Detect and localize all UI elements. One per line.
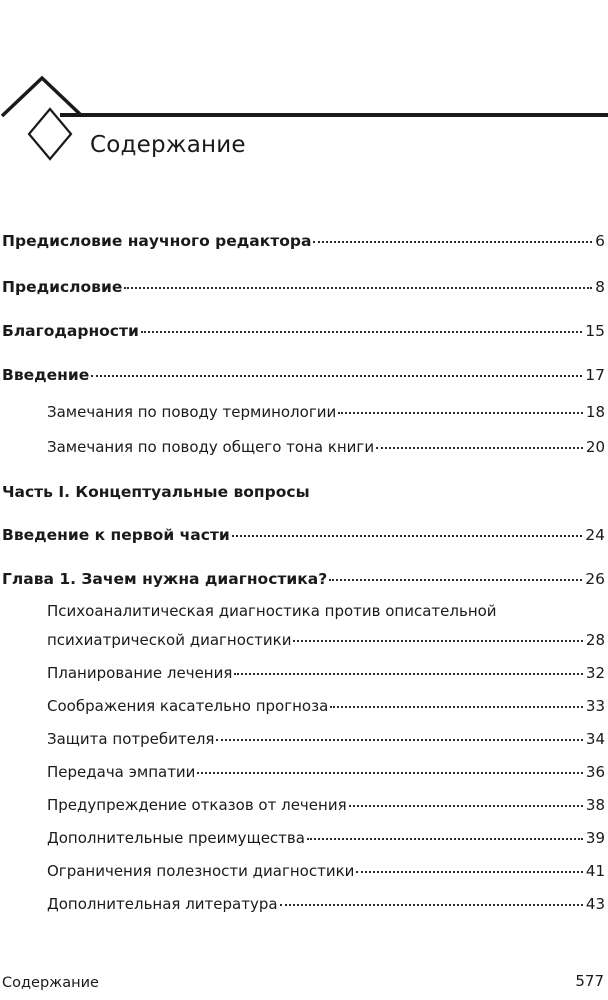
toc-entry-title: Предисловие научного редактора: [2, 232, 312, 250]
toc-subentry-line1[interactable]: [0, 602, 608, 620]
toc-entry-title: Защита потребителя: [47, 730, 215, 748]
toc-entry-page: 26: [585, 570, 605, 588]
toc-subentry[interactable]: [0, 796, 608, 822]
toc-entry-title: Благодарности: [2, 322, 139, 340]
dot-leader: [234, 673, 583, 675]
toc-entry-title: Глава 1. Зачем нужна диагностика?: [2, 570, 328, 588]
toc-entry-title: психиатрической диагностики: [47, 631, 292, 649]
toc-entry-page: 39: [585, 829, 605, 847]
toc-entry-page: 28: [585, 631, 605, 649]
dot-leader: [338, 412, 583, 414]
toc-entry-page: 33: [585, 697, 605, 715]
dot-leader: [307, 838, 583, 840]
dot-leader: [349, 805, 583, 807]
toc-entry-page: 38: [585, 796, 605, 814]
toc-entry-page: 36: [585, 763, 605, 781]
page-number: 577: [575, 972, 604, 990]
dot-leader: [356, 871, 583, 873]
toc-subentry[interactable]: [0, 664, 608, 690]
toc-entry-page: 32: [585, 664, 605, 682]
toc-entry[interactable]: [0, 278, 608, 304]
toc-subentry[interactable]: [0, 895, 608, 921]
dot-leader: [216, 739, 582, 741]
dot-leader: [330, 706, 583, 708]
running-footer-section: Содержание: [2, 975, 99, 991]
toc-entry-title: Соображения касательно прогноза: [47, 697, 329, 715]
toc-entry[interactable]: [0, 366, 608, 392]
toc-entry-page: 34: [585, 730, 605, 748]
dot-leader: [232, 535, 583, 537]
toc-entry-title: Дополнительная литература: [47, 895, 278, 913]
toc-entry-title: Предупреждение отказов от лечения: [47, 796, 347, 814]
toc-subentry[interactable]: [0, 862, 608, 888]
chapter-ornament-icon: [0, 62, 90, 172]
toc-entry-title: Часть I. Концептуальные вопросы: [2, 483, 310, 501]
toc-entry[interactable]: [0, 570, 608, 596]
dot-leader: [141, 331, 582, 333]
toc-subentry[interactable]: [0, 829, 608, 855]
toc-entry-page: 41: [585, 862, 605, 880]
dot-leader: [91, 375, 582, 377]
toc-part-heading[interactable]: [0, 483, 608, 509]
dot-leader: [376, 447, 583, 449]
toc-subentry[interactable]: [0, 631, 608, 657]
toc-subentry[interactable]: [0, 763, 608, 789]
toc-entry-title-line1: Психоаналитическая диагностика против описательной: [47, 602, 497, 620]
dot-leader: [293, 640, 582, 642]
toc-entry-title: Планирование лечения: [47, 664, 233, 682]
toc-subentry[interactable]: [0, 730, 608, 756]
toc-entry-title: Замечания по поводу общего тона книги: [47, 438, 375, 456]
toc-entry-title: Ограничения полезности диагностики: [47, 862, 355, 880]
toc-subentry[interactable]: [0, 697, 608, 723]
toc-entry[interactable]: [0, 322, 608, 348]
toc-entry-page: 18: [585, 403, 605, 421]
toc-entry-title: Дополнительные преимущества: [47, 829, 305, 847]
dot-leader: [329, 579, 582, 581]
toc-entry-page: 43: [585, 895, 605, 913]
toc-entry[interactable]: [0, 232, 608, 258]
toc-subentry[interactable]: [0, 403, 608, 429]
toc-entry-title: Замечания по поводу терминологии: [47, 403, 337, 421]
toc-entry-title: Передача эмпатии: [47, 763, 196, 781]
toc-entry-page: 17: [585, 366, 605, 384]
dot-leader: [280, 904, 583, 906]
page-title: Содержание: [90, 132, 246, 158]
dot-leader: [313, 241, 592, 243]
toc-subentry[interactable]: [0, 438, 608, 464]
toc-entry-page: 15: [585, 322, 605, 340]
toc-entry-title: Введение к первой части: [2, 526, 230, 544]
dot-leader: [197, 772, 582, 774]
dot-leader: [124, 287, 592, 289]
toc-entry-page: 24: [585, 526, 605, 544]
toc-entry-page: 20: [585, 438, 605, 456]
toc-entry-page: 8: [595, 278, 605, 296]
toc-entry-title: Введение: [2, 366, 90, 384]
header-rule: [60, 113, 608, 117]
toc-entry-title: Предисловие: [2, 278, 123, 296]
toc-entry[interactable]: [0, 526, 608, 552]
toc-entry-page: 6: [595, 232, 605, 250]
